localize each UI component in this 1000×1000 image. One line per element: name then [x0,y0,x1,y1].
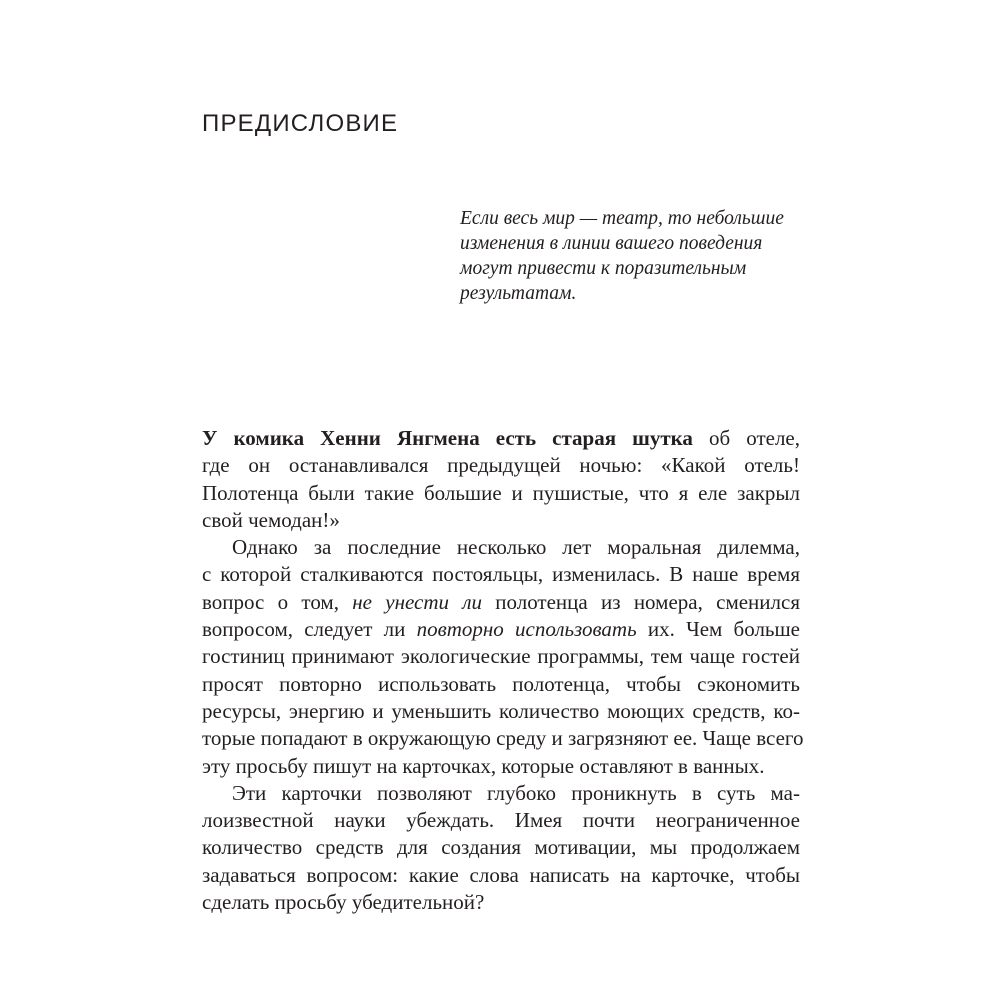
text-line: где он останавливался предыдущей ночью: «Какой отель! [202,453,800,478]
epigraph-line: могут привести к поразительным [460,258,747,279]
text-span: об отеле, [692,426,800,450]
text-line: свой чемодан!» [202,507,340,532]
text-line: торые попадают в окружающую среду и загрязняют ее. Чаще всего [202,726,804,751]
text-span: вопрос о том, [202,589,353,614]
text-line: Полотенца были такие большие и пушистые, что я еле закрыл [202,480,800,505]
chapter-heading: ПРЕДИСЛОВИЕ [202,110,399,137]
text-span: вопросом, следует ли [202,617,417,642]
text-line [202,616,800,643]
italic-phrase: повторно использовать [416,617,637,642]
paragraph-3 [202,780,800,916]
text-line: задаваться вопросом: какие слова написать на карточке, чтобы [202,862,800,887]
epigraph-line: результатам. [460,283,577,304]
text-line: ресурсы, энергию и уменьшить количество моющих средств, ко- [202,698,800,723]
text-line: с которой сталкиваются постояльцы, изменилась. В наше время [202,562,800,587]
text-line: Однако за последние несколько лет моральная дилемма, [232,535,800,560]
text-span: их. Чем больше [636,617,801,642]
body-text [202,425,804,916]
text-span: полотенца из номера, сменился [481,589,800,614]
epigraph-line: изменения в линии вашего поведения [460,233,763,254]
paragraph-1 [202,425,800,534]
text-line: просят повторно использовать полотенца, чтобы сэкономить [202,671,800,696]
text-line: количество средств для создания мотивации, мы продолжаем [202,835,800,860]
epigraph [460,206,802,306]
text-line: лоизвестной науки убеждать. Имея почти неограниченное [202,808,800,833]
lead-in-bold: У комика Хенни Янгмена есть старая шутка [202,426,693,450]
italic-phrase: не унести ли [352,589,482,614]
text-line: Эти карточки позволяют глубоко проникнуть в суть ма- [232,780,800,805]
paragraph-2 [202,534,804,780]
text-line: сделать просьбу убедительной? [202,890,485,915]
text-line: эту просьбу пишут на карточках, которые оставляют в ванных. [202,753,765,778]
text-line [202,425,800,452]
text-line [202,589,800,616]
text-line: гостиниц принимают экологические программы, тем чаще гостей [202,644,800,669]
epigraph-line: Если весь мир — театр, то небольшие [460,208,784,229]
